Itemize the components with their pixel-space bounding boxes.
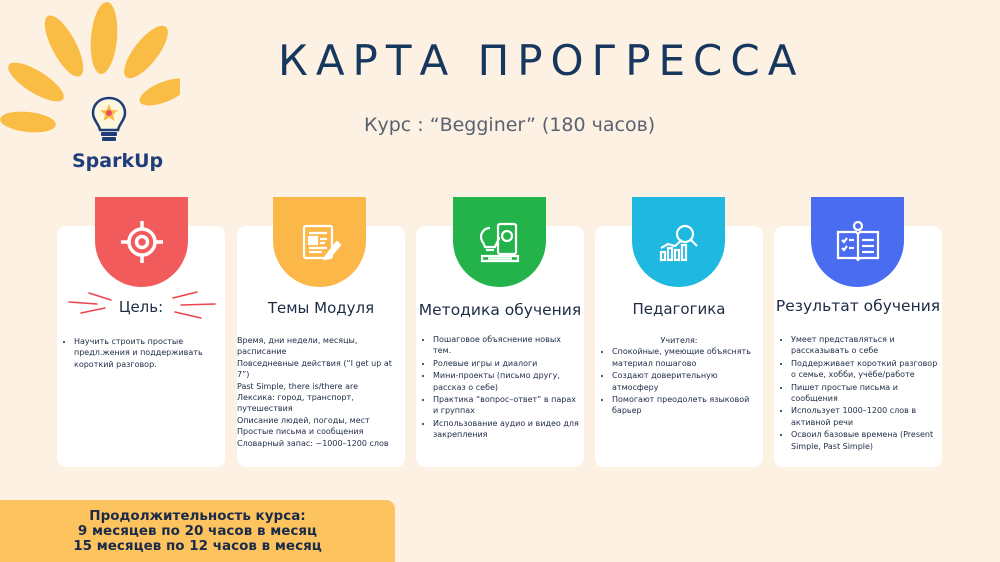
document-edit-icon <box>296 218 344 266</box>
card-title: Темы Модуля <box>267 299 375 317</box>
list-item: • Спокойные, умеющие объяснять материал пошагово <box>612 346 759 369</box>
card-body <box>778 334 938 453</box>
list-item: • Помогают преодолеть языковой барьер <box>612 394 759 417</box>
duration-title: Продолжительность курса: <box>89 508 306 524</box>
open-book-gear-icon <box>834 218 882 266</box>
topics-tab <box>273 197 366 287</box>
card-body <box>237 335 405 449</box>
list-item: Лексика: город, транспорт, путешествия <box>237 393 354 414</box>
card-body <box>420 334 580 442</box>
intro-text: Учителя: <box>660 336 698 345</box>
list-item: • Поддерживает короткий разговор о семье, хобби, учёбе/работе <box>791 358 938 381</box>
lightbulb-gear-icon <box>476 218 524 266</box>
card-title: Результат обучения <box>775 297 941 315</box>
list-item: Простые письма и сообщения <box>237 427 364 437</box>
list-item: • Пишет простые письма и сообщения <box>791 382 938 405</box>
list-item: Словарный запас: ~1000–1200 слов <box>237 438 389 448</box>
list-item: Описание людей, погоды, мест <box>237 415 370 425</box>
list-item: • Использование аудио и видео для закрепления <box>433 418 580 441</box>
list-item: • Использует 1000–1200 слов в активной речи <box>791 405 938 428</box>
list-item: Повседневные действия (“I get up at 7”) <box>237 358 392 380</box>
list-item: • Ролевые игры и диалоги <box>433 358 580 369</box>
list-item: Past Simple, there is/there are <box>237 381 359 391</box>
list-item: • Научить строить простые предл.жения и поддерживать короткий разговор. <box>74 336 221 370</box>
course-subtitle: Курс : “Begginer” (180 часов) <box>364 114 656 136</box>
duration-option-2: 15 месяцев по 12 часов в месяц <box>73 538 322 554</box>
list-item: • Пошаговое объяснение новых тем. <box>433 334 580 357</box>
list-item: • Умеет представляться и рассказывать о себе <box>791 334 938 357</box>
chart-magnifier-icon <box>655 218 703 266</box>
target-icon <box>118 218 166 266</box>
card-title: Методика обучения <box>418 301 582 319</box>
logo-text: SparkUp <box>72 150 164 172</box>
list-item: • Мини-проекты (письмо другу, рассказ о себе) <box>433 370 580 393</box>
result-tab <box>811 197 904 287</box>
card-body <box>599 335 759 418</box>
course-duration-box <box>0 500 395 562</box>
list-item: Время, дни недели, месяцы, расписание <box>237 336 358 357</box>
list-item: • Практика “вопрос–ответ” в парах и группах <box>433 394 580 417</box>
lightbulb-icon <box>88 94 130 146</box>
methodology-tab <box>453 197 546 287</box>
card-title: Цель: <box>118 298 164 316</box>
list-item: • Создают доверительную атмосферу <box>612 370 759 393</box>
pedagogy-tab <box>632 197 725 287</box>
emphasis-lines-icon <box>63 288 223 322</box>
card-title: Педагогика <box>632 300 726 318</box>
page-title: КАРТА ПРОГРЕССА <box>278 36 805 85</box>
card-body <box>61 336 221 371</box>
list-item: • Освоил базовые времена (Present Simple, Past Simple) <box>791 429 938 452</box>
goal-tab <box>95 197 188 287</box>
duration-option-1: 9 месяцев по 20 часов в месяц <box>77 523 318 539</box>
